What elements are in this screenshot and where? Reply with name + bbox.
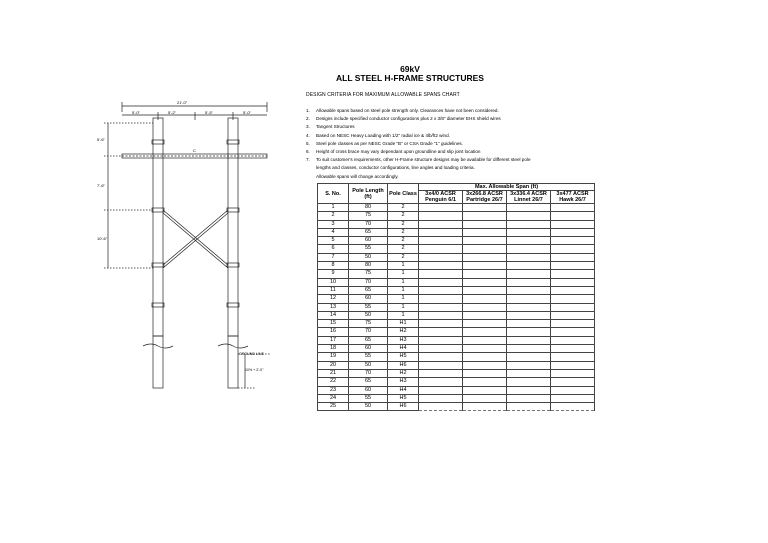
cell-class: 1 [388, 278, 419, 286]
cell-sno: 14 [318, 311, 349, 319]
cell-length: 50 [349, 311, 388, 319]
cell-length: 70 [349, 328, 388, 336]
cell-span-blank [463, 345, 507, 353]
cell-span-blank [463, 295, 507, 303]
cell-class: H2 [388, 369, 419, 377]
cell-span-blank [463, 212, 507, 220]
cell-length: 50 [349, 361, 388, 369]
cell-class: 1 [388, 311, 419, 319]
cell-class: 1 [388, 286, 419, 294]
cell-span-blank [419, 253, 463, 261]
cell-sno: 22 [318, 378, 349, 386]
cell-span-blank [507, 345, 551, 353]
cell-span-blank [419, 311, 463, 319]
cell-sno: 20 [318, 361, 349, 369]
cell-span-blank [463, 353, 507, 361]
cell-class: H4 [388, 345, 419, 353]
cell-sno: 10 [318, 278, 349, 286]
ground-line-right [218, 344, 248, 348]
cell-class: H5 [388, 353, 419, 361]
cell-sno: 3 [318, 220, 349, 228]
cell-span-blank [551, 270, 595, 278]
centerline-mark: C [193, 148, 196, 153]
document-title: ALL STEEL H-FRAME STRUCTURES [336, 73, 484, 83]
cell-span-blank [507, 386, 551, 394]
cell-sno: 9 [318, 270, 349, 278]
cell-span-blank [551, 245, 595, 253]
cell-span-blank [463, 245, 507, 253]
cell-length: 80 [349, 204, 388, 212]
cell-length: 70 [349, 278, 388, 286]
cell-length: 55 [349, 353, 388, 361]
cell-length: 60 [349, 237, 388, 245]
table-row [318, 220, 595, 228]
table-row [318, 253, 595, 261]
overall-width-label: 21'-0" [177, 100, 188, 105]
cell-sno: 4 [318, 228, 349, 236]
cell-length: 55 [349, 245, 388, 253]
cell-length: 65 [349, 228, 388, 236]
cell-class: H6 [388, 361, 419, 369]
cell-class: 2 [388, 245, 419, 253]
cell-span-blank [419, 212, 463, 220]
cell-span-blank [419, 303, 463, 311]
segment-label-2: 5'-2" [168, 110, 176, 115]
cell-span-blank [507, 253, 551, 261]
cell-span-blank [507, 336, 551, 344]
cell-length: 65 [349, 378, 388, 386]
cell-length: 50 [349, 403, 388, 411]
cell-class: H3 [388, 336, 419, 344]
cell-span-blank [551, 369, 595, 377]
cell-length: 70 [349, 369, 388, 377]
cell-sno: 13 [318, 303, 349, 311]
cell-span-blank [419, 204, 463, 212]
cell-span-blank [551, 394, 595, 402]
segment-label-1: 5'-0" [132, 110, 140, 115]
table-row [318, 295, 595, 303]
cell-span-blank [551, 336, 595, 344]
cell-span-blank [419, 286, 463, 294]
cell-span-blank [463, 403, 507, 411]
cell-span-blank [507, 270, 551, 278]
cell-sno: 12 [318, 295, 349, 303]
cell-class: 2 [388, 220, 419, 228]
note-2: 2. Designs include specified conductor configurations plus 2 x 3/8" diameter EHS shield wires [306, 116, 501, 122]
cell-sno: 11 [318, 286, 349, 294]
cell-class: H4 [388, 386, 419, 394]
cell-length: 75 [349, 212, 388, 220]
cell-span-blank [551, 353, 595, 361]
header-conductor-1: 3x4/0 ACSR Penguin 6/1 [419, 191, 463, 204]
cell-span-blank [419, 336, 463, 344]
dim-label-top: 5'-6" [97, 137, 105, 142]
cell-span-blank [463, 394, 507, 402]
cell-span-blank [419, 394, 463, 402]
embedment-label: 10% + 2'-0" [245, 368, 264, 372]
cell-span-blank [463, 220, 507, 228]
cell-span-blank [463, 228, 507, 236]
cell-length: 50 [349, 253, 388, 261]
table-row [318, 378, 595, 386]
cell-span-blank [419, 270, 463, 278]
table-row [318, 212, 595, 220]
cell-span-blank [507, 403, 551, 411]
table-row [318, 345, 595, 353]
table-row [318, 328, 595, 336]
cell-sno: 2 [318, 212, 349, 220]
cell-span-blank [463, 286, 507, 294]
cell-length: 70 [349, 220, 388, 228]
cell-sno: 17 [318, 336, 349, 344]
cell-span-blank [419, 295, 463, 303]
table-row [318, 286, 595, 294]
cell-span-blank [463, 270, 507, 278]
cell-span-blank [463, 320, 507, 328]
cell-span-blank [507, 295, 551, 303]
dim-label-mid: 7'-6" [97, 183, 105, 188]
dim-label-brace: 10'-6" [97, 236, 108, 241]
cell-length: 55 [349, 303, 388, 311]
cell-length: 60 [349, 386, 388, 394]
cell-sno: 5 [318, 237, 349, 245]
cell-span-blank [551, 378, 595, 386]
note-7: 7. To suit customer's requirements, other H-Frame structure designs may be available for different steel pole [306, 157, 531, 163]
header-conductor-2: 3x266.8 ACSR Partridge 26/7 [463, 191, 507, 204]
cell-span-blank [463, 204, 507, 212]
cell-span-blank [507, 320, 551, 328]
cell-span-blank [507, 212, 551, 220]
cell-span-blank [507, 245, 551, 253]
cell-sno: 21 [318, 369, 349, 377]
cell-span-blank [419, 220, 463, 228]
cell-span-blank [419, 378, 463, 386]
note-7-continuation-2: Allowable spans will change accordingly. [316, 173, 399, 179]
table-row [318, 311, 595, 319]
cell-span-blank [419, 403, 463, 411]
cell-span-blank [551, 286, 595, 294]
cell-span-blank [419, 386, 463, 394]
table-row [318, 303, 595, 311]
cell-span-blank [463, 253, 507, 261]
cell-sno: 24 [318, 394, 349, 402]
cell-sno: 7 [318, 253, 349, 261]
cell-span-blank [551, 303, 595, 311]
cell-class: H5 [388, 394, 419, 402]
cell-sno: 16 [318, 328, 349, 336]
cell-span-blank [507, 278, 551, 286]
cell-class: 1 [388, 303, 419, 311]
cell-class: 2 [388, 212, 419, 220]
note-3: 3. Tangent Structures [306, 124, 355, 130]
cell-span-blank [507, 204, 551, 212]
cell-sno: 8 [318, 262, 349, 270]
header-conductor-3: 3x336.4 ACSR Linnet 26/7 [507, 191, 551, 204]
table-row [318, 278, 595, 286]
criteria-heading: DESIGN CRITERIA FOR MAXIMUM ALLOWABLE SPANS CHART [306, 92, 460, 98]
cell-span-blank [463, 303, 507, 311]
cell-sno: 23 [318, 386, 349, 394]
cell-sno: 15 [318, 320, 349, 328]
cell-span-blank [507, 220, 551, 228]
table-row [318, 386, 595, 394]
cell-span-blank [507, 369, 551, 377]
table-row [318, 336, 595, 344]
ground-line-label: GROUND LINE [239, 352, 264, 356]
cell-span-blank [419, 237, 463, 245]
cell-span-blank [463, 237, 507, 245]
header-conductor-4: 3x477 ACSR Hawk 26/7 [551, 191, 595, 204]
cell-span-blank [507, 303, 551, 311]
cell-span-blank [551, 361, 595, 369]
cell-length: 75 [349, 320, 388, 328]
cell-span-blank [507, 237, 551, 245]
cell-span-blank [463, 386, 507, 394]
table-row [318, 204, 595, 212]
table-row [318, 228, 595, 236]
cell-span-blank [551, 262, 595, 270]
cell-length: 65 [349, 286, 388, 294]
cell-class: 2 [388, 228, 419, 236]
cell-span-blank [419, 320, 463, 328]
cell-span-blank [507, 311, 551, 319]
cell-span-blank [419, 262, 463, 270]
table-row [318, 361, 595, 369]
table-row [318, 237, 595, 245]
h-frame-structure-drawing [95, 98, 295, 398]
note-7-continuation-1: lengths and classes, conductor configurations, line angles and loading criteria. [316, 165, 475, 171]
table-row [318, 245, 595, 253]
cell-class: H2 [388, 328, 419, 336]
cell-class: 1 [388, 262, 419, 270]
table-row [318, 403, 595, 411]
cell-span-blank [551, 237, 595, 245]
cell-span-blank [551, 228, 595, 236]
table-row [318, 262, 595, 270]
cell-length: 80 [349, 262, 388, 270]
segment-label-4: 5'-0" [243, 110, 251, 115]
cell-length: 75 [349, 270, 388, 278]
cell-span-blank [507, 262, 551, 270]
header-sno: S. No. [318, 184, 349, 204]
cell-length: 55 [349, 394, 388, 402]
cell-span-blank [551, 212, 595, 220]
cell-span-blank [463, 328, 507, 336]
cell-span-blank [507, 228, 551, 236]
cell-span-blank [551, 403, 595, 411]
cell-span-blank [507, 361, 551, 369]
cell-span-blank [551, 278, 595, 286]
cell-span-blank [507, 394, 551, 402]
cell-sno: 6 [318, 245, 349, 253]
cell-span-blank [507, 378, 551, 386]
notes-list [306, 107, 576, 181]
cell-span-blank [551, 320, 595, 328]
cell-span-blank [419, 353, 463, 361]
cell-span-blank [507, 353, 551, 361]
note-1: 1. Allowable spans based on steel pole strength only. Clearances have not been considered. [306, 108, 499, 113]
cell-span-blank [419, 361, 463, 369]
cell-sno: 1 [318, 204, 349, 212]
ground-line-left [143, 344, 173, 348]
cell-span-blank [463, 262, 507, 270]
cell-span-blank [463, 336, 507, 344]
header-pole-length: Pole Length (ft) [349, 184, 388, 204]
cell-span-blank [463, 311, 507, 319]
header-pole-class: Pole Class [388, 184, 419, 204]
cell-span-blank [419, 245, 463, 253]
cell-span-blank [551, 253, 595, 261]
cell-span-blank [419, 328, 463, 336]
cell-length: 65 [349, 336, 388, 344]
cell-span-blank [463, 361, 507, 369]
cell-class: H1 [388, 320, 419, 328]
cell-class: 2 [388, 253, 419, 261]
table-row [318, 369, 595, 377]
cell-span-blank [551, 328, 595, 336]
cell-class: H3 [388, 378, 419, 386]
cell-span-blank [551, 386, 595, 394]
cell-span-blank [463, 278, 507, 286]
table-row [318, 270, 595, 278]
table-row [318, 353, 595, 361]
cell-span-blank [419, 369, 463, 377]
cell-class: 2 [388, 237, 419, 245]
cell-span-blank [419, 345, 463, 353]
segment-label-3: 5'-5" [205, 110, 213, 115]
cell-span-blank [551, 295, 595, 303]
max-span-table [317, 183, 595, 411]
cell-span-blank [463, 378, 507, 386]
table-row [318, 394, 595, 402]
cell-span-blank [551, 345, 595, 353]
cell-length: 60 [349, 295, 388, 303]
note-5: 5. Steel pole classes as per NESC Grade "B" or CSA Grade "1" guidelines. [306, 140, 463, 146]
cell-sno: 18 [318, 345, 349, 353]
cell-span-blank [507, 286, 551, 294]
cell-span-blank [551, 220, 595, 228]
cell-class: 1 [388, 270, 419, 278]
document-title-voltage: 69kV [400, 64, 420, 74]
note-4: 4. Based on NESC Heavy Loading with 1/2" radial ice & 4lb/ft2 wind. [306, 132, 450, 138]
note-6: 6. Height of cross brace may vary dependant upon groundline and slip joint location [306, 149, 481, 155]
cell-span-blank [551, 311, 595, 319]
table-row [318, 320, 595, 328]
table-body [318, 204, 595, 411]
cell-class: 1 [388, 295, 419, 303]
cell-span-blank [463, 369, 507, 377]
cell-class: 2 [388, 204, 419, 212]
cell-sno: 19 [318, 353, 349, 361]
cell-class: H6 [388, 403, 419, 411]
cell-sno: 25 [318, 403, 349, 411]
cell-span-blank [507, 328, 551, 336]
cell-span-blank [419, 228, 463, 236]
cell-span-blank [551, 204, 595, 212]
cell-span-blank [419, 278, 463, 286]
header-max-span: Max. Allowable Span (ft) [419, 184, 595, 191]
cell-length: 60 [349, 345, 388, 353]
